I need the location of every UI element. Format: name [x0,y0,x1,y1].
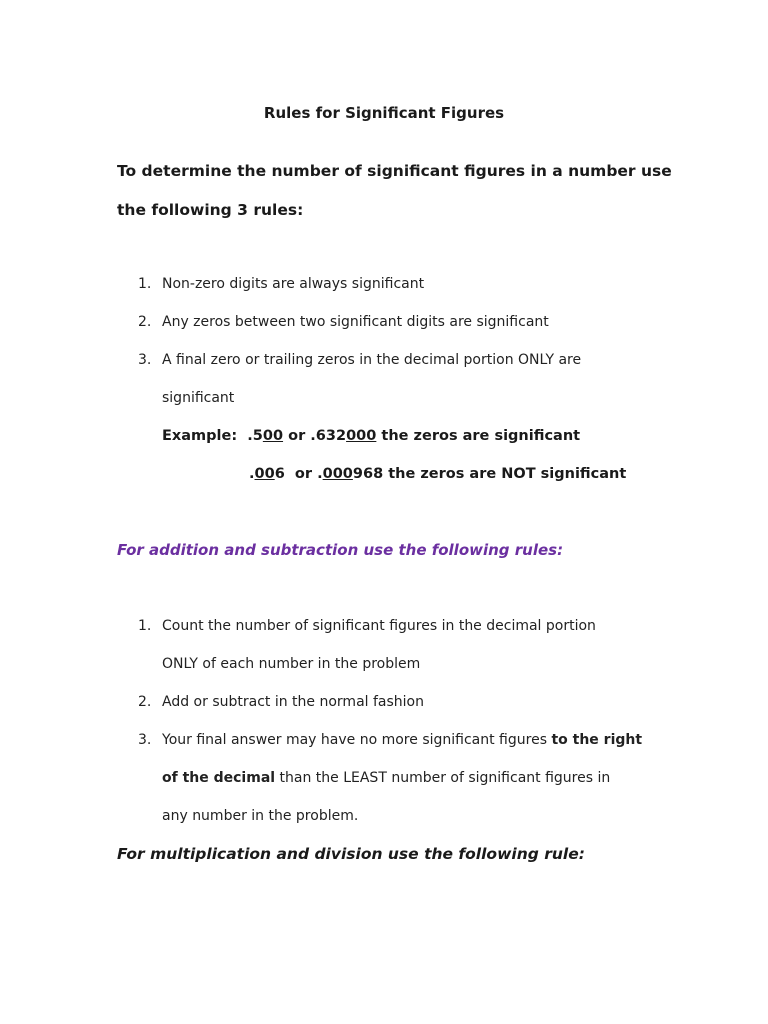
rule-text: A final zero or trailing zeros in the decimal portion ONLY are [162,352,582,368]
rule-item-3 [138,352,581,368]
bold-phrase: of the decimal [162,770,276,786]
example-value-a: .500 [247,428,284,444]
intro-line-1: To determine the number of significant figures in a number use [117,162,672,180]
addsub-item-3-continuation-1 [162,770,610,786]
rule-3-continuation: significant [162,390,235,406]
addsub-heading: For addition and subtraction use the following rules: [117,541,564,559]
example-value-c: .006 [249,466,285,482]
intro-line-2: the following 3 rules: [117,201,304,219]
example-value-b: .632000 [310,428,377,444]
rule-text: Non-zero digits are always significant [162,276,425,292]
page-title: Rules for Significant Figures [263,104,505,122]
rule-number: 1. [138,618,152,634]
addsub-item-1 [138,618,596,634]
continuation-text: than the LEAST number of significant figures in [279,770,611,786]
rule-text-bold: to the right [551,732,643,748]
rule-number: 3. [138,732,152,748]
addsub-item-3-continuation-2: any number in the problem. [162,808,359,824]
example-value-d: .000968 [317,466,384,482]
rule-number: 1. [138,276,152,292]
rule-text: Your final answer may have no more significant figures [162,732,547,748]
muldiv-heading: For multiplication and division use the following rule: [117,845,585,863]
rule-item-1 [138,276,424,292]
example-or: or [288,428,306,444]
example-or: or [294,466,313,482]
example-label: Example: [162,428,238,444]
rule-number: 3. [138,352,152,368]
rule-number: 2. [138,314,152,330]
addsub-item-3 [138,732,642,748]
rule-text: Count the number of significant figures in the decimal portion [162,618,596,634]
example-line-1 [162,428,580,444]
example-line-2 [249,466,626,482]
addsub-item-2 [138,694,424,710]
addsub-item-1-continuation: ONLY of each number in the problem [162,656,421,672]
example-suffix: the zeros are NOT significant [388,466,627,482]
rule-number: 2. [138,694,152,710]
rule-text: Any zeros between two significant digits are significant [162,314,549,330]
example-suffix: the zeros are significant [381,428,581,444]
rule-text: Add or subtract in the normal fashion [162,694,424,710]
rule-item-2 [138,314,549,330]
